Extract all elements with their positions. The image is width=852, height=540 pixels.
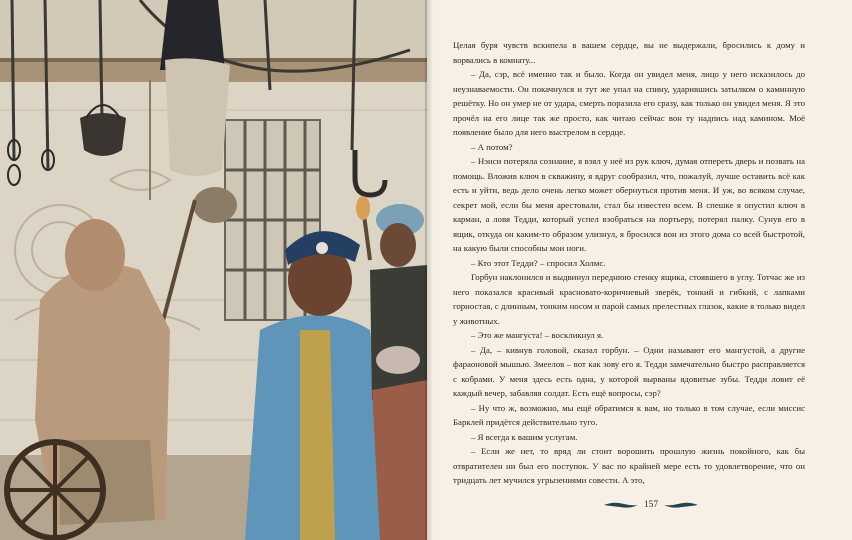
paragraph: – Я всегда к вашим услугам. [471,431,578,442]
paragraph: – Да, – кивнув головой, сказал горбун. – Одни называют его мангустой, а другие фараоновой мышью. Змеелов – вот как зову его я. Тедди замечательно быстро расправляется с кобрами. У меня здесь есть одна, у которой вырваны ядовитые зубы. Тедди ловит её каждый вечер, забавляя солдат. Есть ещё вопросы, сэр? [453,344,805,398]
paragraph: – А потом? [471,141,513,152]
body-text [453,38,805,488]
text-page [433,0,852,540]
book-gutter [425,0,433,540]
page-number: 157 [643,500,659,510]
paragraph: – Если же нет, то вряд ли стоит ворошить прошлую жизнь покойного, как бы отвратителен ни был его поступок. У вас по крайней мере есть то удовлетворение, что он тридцать лет мучился угрызениями совести. А это, [453,446,805,485]
paragraph: – Кто этот Тедди? – спросил Холмс. [471,257,606,268]
paragraph: – Да, сэр, всё именно так и было. Когда он увидел меня, лицо у него исказилось до неузнаваемости. Он покачнулся и тут же упал на спину, ударившись затылком о каминную решётку. Но он умер не от удара, смерть поразила его сразу, как только он увидел меня. Я это прочёл на его лице так же просто, как читаю сейчас вон ту надпись над камином. Моё появление было для него выстрелом в сердце. [453,69,805,137]
right-ornament-icon [664,501,698,509]
paragraph: – Ну что ж, возможно, мы ещё обратимся к вам, но только в том случае, если миссис Барклей придётся действительно туго. [453,402,805,427]
left-ornament-icon [604,501,638,509]
paragraph: – Это же мангуста! – воскликнул я. [471,330,604,340]
paragraph: Горбун наклонился и выдвинул переднюю стенку ящика, стоявшего в углу. Тотчас же из него показался красивый красновато-коричневый зверёк, тонкий и гибкий, с лапками горностая, с длинным, тонким носом и парой самых прелестных глазок, какие я только видел у животных. [453,272,805,326]
paragraph: – Нэнси потеряла сознание, я взял у неё из рук ключ, думая отпереть дверь и позвать на помощь. Вложив ключ в скважину, я вдруг сообразил, что, пожалуй, лучше оставить всё как есть и уйти, ведь дело очень легко может обернуться против меня. И уж, во всяком случае, секрет мой, если бы меня арестовали, стал бы известен всем. В спешке я опустил ключ в карман, а ловя Тедди, который успел взобраться на портьеру, потерял палку. Сунув его в ящик, откуда он каким-то образом улизнул, я бросился вон из этого дома со всей быстротой, на какую были способны мои ноги. [453,156,805,253]
page-footer [591,497,711,513]
paragraph: Целая буря чувств вскипела в вашем сердце, вы не выдержали, бросились к дому и ворвались в комнату... [453,40,805,65]
